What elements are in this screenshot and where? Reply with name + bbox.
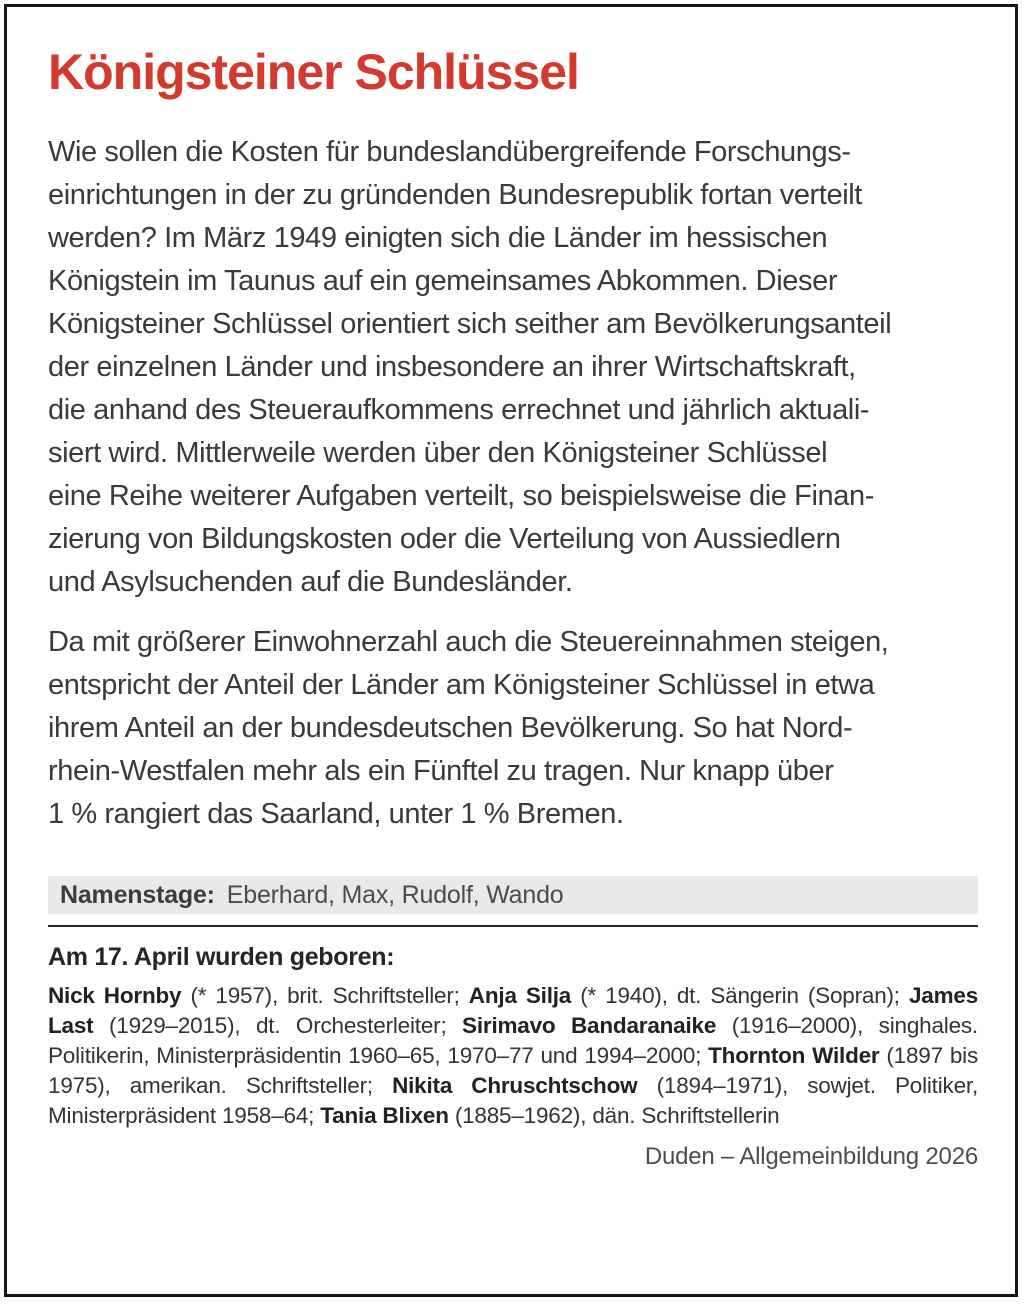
person-details: (1885–1962), dän. Schriftstellerin (448, 1103, 780, 1128)
text-line: und Asylsuchenden auf die Bundesländer. (48, 566, 573, 598)
text-line: Da mit größerer Einwohnerzahl auch die Steuereinnahmen steigen, (48, 626, 889, 658)
person-details: (1929–2015), dt. Orchesterleiter; (93, 1013, 463, 1038)
text-line: rhein-Westfalen mehr als ein Fünftel zu tragen. Nur knapp über (48, 755, 834, 787)
page-title: Königsteiner Schlüssel (48, 44, 579, 100)
text-line: Königstein im Taunus auf ein gemeinsames Abkommen. Dieser (48, 265, 838, 297)
person-name: Anja Silja (468, 983, 572, 1008)
birthdays-text (48, 981, 978, 1131)
person-name: Nick Hornby (48, 983, 182, 1008)
edition-footer: Duden – Allgemeinbildung 2026 (644, 1143, 978, 1170)
text-line: ihrem Anteil an der bundesdeutschen Bevölkerung. So hat Nord- (48, 712, 853, 744)
person-name: James Last (48, 983, 979, 1038)
text-line: eine Reihe weiterer Aufgaben verteilt, so beispielsweise die Finan- (48, 480, 874, 512)
person-details: (1894–1971), sowjet. Politiker, Ministerpräsident 1958–64; (48, 1073, 978, 1128)
text-line: der einzelnen Länder und insbesondere an ihrer Wirtschaftskraft, (48, 351, 856, 383)
text-line: die anhand des Steueraufkommens errechnet und jährlich aktuali- (48, 394, 870, 426)
person-details: (1897 bis 1975), amerikan. Schriftsteller; (48, 1043, 979, 1098)
name-days-names: Eberhard, Max, Rudolf, Wando (226, 880, 564, 909)
page-content (48, 7, 978, 1171)
person-name: Tania Blixen (320, 1103, 449, 1128)
page-border-frame (4, 4, 1018, 1297)
text-line: Königsteiner Schlüssel orientiert sich seither am Bevölkerungsanteil (48, 308, 892, 340)
text-line: entspricht der Anteil der Länder am Königsteiner Schlüssel in etwa (48, 669, 875, 701)
text-line: werden? Im März 1949 einigten sich die Länder im hessischen (48, 222, 828, 254)
person-name: Nikita Chruschtschow (392, 1073, 638, 1098)
article-paragraph-1 (48, 131, 978, 604)
divider-rule (48, 925, 978, 927)
text-line: Wie sollen die Kosten für bundeslandübergreifende Forschungs- (48, 136, 851, 168)
text-line: siert wird. Mittlerweile werden über den Königsteiner Schlüssel (48, 437, 828, 469)
person-details: (* 1957), brit. Schriftsteller; (181, 983, 469, 1008)
birthdays-heading: Am 17. April wurden geboren: (48, 943, 395, 971)
person-name: Sirimavo Bandaranaike (462, 1013, 717, 1038)
person-details: (* 1940), dt. Sängerin (Sopran); (571, 983, 909, 1008)
person-name: Thornton Wilder (708, 1043, 880, 1068)
name-days-bar (48, 876, 978, 914)
text-line: zierung von Bildungskosten oder die Verteilung von Aussiedlern (48, 523, 841, 555)
article-paragraph-2 (48, 621, 978, 836)
text-line: einrichtungen in der zu gründenden Bundesrepublik fortan verteilt (48, 179, 862, 211)
person-details: (1916–2000), singhales. Politikerin, Ministerpräsidentin 1960–65, 1970–77 und 1994–2000; (48, 1013, 978, 1068)
text-line: 1 % rangiert das Saarland, unter 1 % Bremen. (48, 798, 624, 830)
name-days-label: Namenstage: (60, 880, 215, 909)
